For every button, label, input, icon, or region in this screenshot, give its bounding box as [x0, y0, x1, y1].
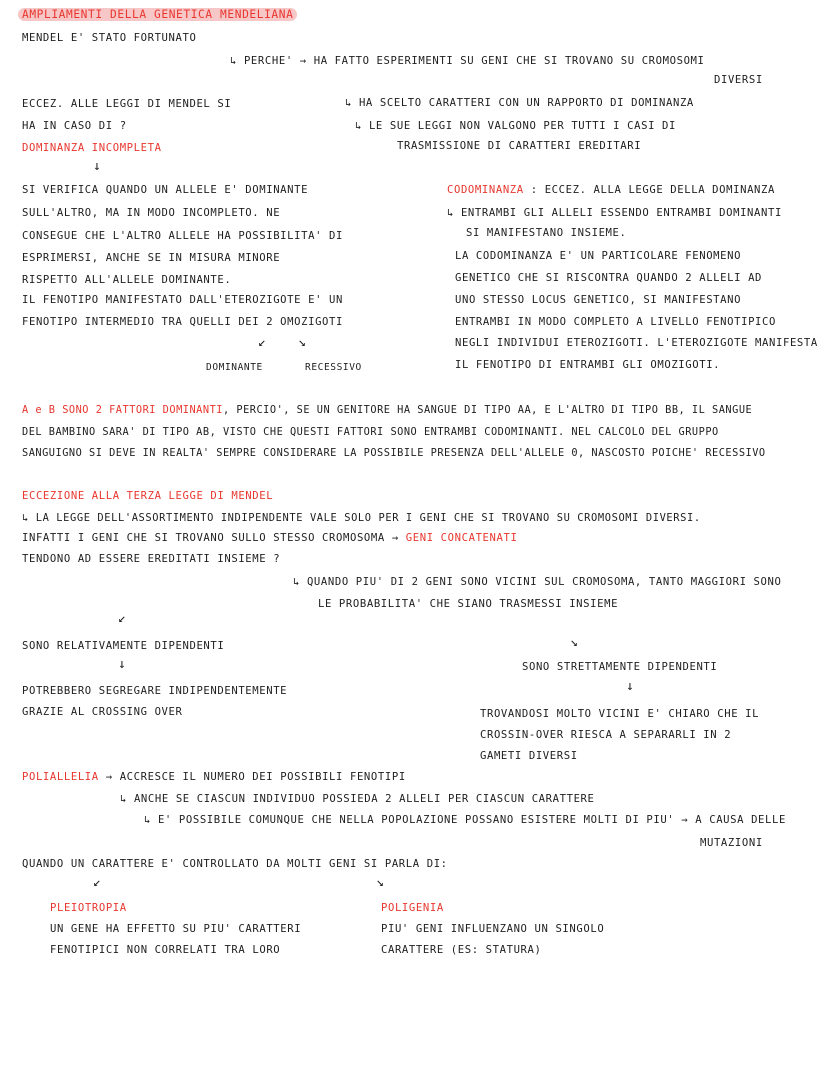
dominanza-line: RISPETTO ALL'ALLELE DOMINANTE. [22, 274, 232, 286]
arrow-down-right-icon: ↘ [570, 635, 578, 650]
ab-highlight: A e B SONO 2 FATTORI DOMINANTI [22, 404, 223, 416]
eccez-line: ECCEZ. ALLE LEGGI DI MENDEL SI [22, 98, 232, 110]
codominanza-heading-rest: : ECCEZ. ALLA LEGGE DELLA DOMINANZA [530, 184, 775, 196]
dominanza-line: SULL'ALTRO, MA IN MODO INCOMPLETO. NE [22, 207, 281, 219]
terza-line: ↳ LA LEGGE DELL'ASSORTIMENTO INDIPENDENTE VALE SOLO PER I GENI CHE SI TROVANO SU CROMOSOMI DIVERSI. [22, 512, 701, 524]
arrow-down-left-icon: ↙ [118, 611, 126, 626]
ab-line: SANGUIGNO SI DEVE IN REALTA' SEMPRE CONSIDERARE LA POSSIBILE PRESENZA DELL'ALLELE 0, NASCOSTO POICHE' RECESSIVO [22, 447, 766, 459]
pleiotropia-line: FENOTIPICI NON CORRELATI TRA LORO [50, 944, 281, 956]
codominanza-line: UNO STESSO LOCUS GENETICO, SI MANIFESTANO [455, 294, 742, 306]
ab-line-rest: , PERCIO', SE UN GENITORE HA SANGUE DI TIPO AA, E L'ALTRO DI TIPO BB, IL SANGUE [222, 404, 753, 416]
intro-perche: ↳ PERCHE' → HA FATTO ESPERIMENTI SU GENI CHE SI TROVANO SU CROMOSOMI [230, 55, 705, 67]
terza-quando: LE PROBABILITA' CHE SIANO TRASMESSI INSIEME [318, 598, 619, 610]
terza-line [22, 532, 517, 545]
intro-diversi: DIVERSI [714, 74, 763, 86]
trovandosi-line: CROSSIN-OVER RIESCA A SEPARARLI IN 2 [480, 729, 732, 741]
arrow-down-right-icon: ↘ [376, 875, 384, 890]
dominanza-line: SI VERIFICA QUANDO UN ALLELE E' DOMINANTE [22, 184, 309, 196]
codominanza-line: LA CODOMINANZA E' UN PARTICOLARE FENOMENO [455, 250, 742, 262]
codominanza-line: GENETICO CHE SI RISCONTRA QUANDO 2 ALLELI AD [455, 272, 763, 284]
codominanza-line: ↳ ENTRAMBI GLI ALLELI ESSENDO ENTRAMBI DOMINANTI [447, 207, 782, 219]
mutazioni: MUTAZIONI [700, 837, 763, 849]
arrow-down-left-icon: ↙ [258, 335, 266, 350]
arrow-down-left-icon: ↙ [93, 875, 101, 890]
dominanza-incompleta-heading: DOMINANZA INCOMPLETA [22, 142, 162, 154]
dominanza-line: IL FENOTIPO MANIFESTATO DALL'ETEROZIGOTE E' UN [22, 294, 343, 306]
codominanza-line: SI MANIFESTANO INSIEME. [466, 227, 627, 239]
recessivo-label: RECESSIVO [305, 362, 362, 373]
poligenia-line: CARATTERE (ES: STATURA) [381, 944, 542, 956]
codominanza-title [447, 184, 775, 197]
geni-line: QUANDO UN CARATTERE E' CONTROLLATO DA MOLTI GENI SI PARLA DI: [22, 858, 448, 870]
intro-line: MENDEL E' STATO FORTUNATO [22, 32, 197, 44]
page-title: AMPLIAMENTI DELLA GENETICA MENDELIANA [18, 8, 297, 21]
pleiotropia-heading: PLEIOTROPIA [50, 902, 127, 914]
codominanza-heading: CODOMINANZA [447, 184, 524, 196]
potrebbero-line: POTREBBERO SEGREGARE INDIPENDENTEMENTE [22, 685, 288, 697]
arrow-down-icon: ↓ [626, 679, 634, 694]
terza-line2: INFATTI I GENI CHE SI TROVANO SULLO STESSO CROMOSOMA → [22, 532, 399, 544]
terza-line: TENDONO AD ESSERE EREDITATI INSIEME ? [22, 553, 281, 565]
poliallelia-heading: POLIALLELIA [22, 771, 99, 783]
geni-concatenati: GENI CONCATENATI [405, 532, 518, 544]
ab-line: DEL BAMBINO SARA' DI TIPO AB, VISTO CHE QUESTI FATTORI SONO ENTRAMBI CODOMINANTI. NEL CALCOLO DEL GRUPPO [22, 426, 719, 438]
poliallelia-line1: → ACCRESCE IL NUMERO DEI POSSIBILI FENOTIPI [105, 771, 406, 783]
ab-line [22, 404, 752, 417]
poligenia-heading: POLIGENIA [381, 902, 444, 914]
poliallelia-line [22, 771, 406, 784]
poligenia-line: PIU' GENI INFLUENZANO UN SINGOLO [381, 923, 605, 935]
arrow-down-right-icon: ↘ [298, 335, 306, 350]
codominanza-line: IL FENOTIPO DI ENTRAMBI GLI OMOZIGOTI. [455, 359, 721, 371]
dominante-label: DOMINANTE [206, 362, 263, 373]
intro-scelto: ↳ HA SCELTO CARATTERI CON UN RAPPORTO DI DOMINANZA [345, 97, 694, 109]
potrebbero-line: GRAZIE AL CROSSING OVER [22, 706, 183, 718]
strettamente-dipendenti: SONO STRETTAMENTE DIPENDENTI [522, 661, 718, 673]
intro-trasmissione: TRASMISSIONE DI CARATTERI EREDITARI [397, 140, 642, 152]
poliallelia-line: ↳ E' POSSIBILE COMUNQUE CHE NELLA POPOLAZIONE POSSANO ESISTERE MOLTI DI PIU' → A CAUSA DELLE [144, 814, 786, 826]
intro-leggi: ↳ LE SUE LEGGI NON VALGONO PER TUTTI I CASI DI [355, 120, 676, 132]
relativamente-dipendenti: SONO RELATIVAMENTE DIPENDENTI [22, 640, 225, 652]
codominanza-line: NEGLI INDIVIDUI ETEROZIGOTI. L'ETEROZIGOTE MANIFESTA [455, 337, 818, 349]
eccez-line: HA IN CASO DI ? [22, 120, 127, 132]
terza-quando: ↳ QUANDO PIU' DI 2 GENI SONO VICINI SUL CROMOSOMA, TANTO MAGGIORI SONO [293, 576, 782, 588]
terza-legge-heading: ECCEZIONE ALLA TERZA LEGGE DI MENDEL [22, 490, 274, 502]
arrow-down-icon: ↓ [93, 159, 101, 174]
codominanza-line: ENTRAMBI IN MODO COMPLETO A LIVELLO FENOTIPICO [455, 316, 776, 328]
dominanza-line: ESPRIMERSI, ANCHE SE IN MISURA MINORE [22, 252, 281, 264]
dominanza-line: CONSEGUE CHE L'ALTRO ALLELE HA POSSIBILITA' DI [22, 230, 343, 242]
pleiotropia-line: UN GENE HA EFFETTO SU PIU' CARATTERI [50, 923, 302, 935]
trovandosi-line: GAMETI DIVERSI [480, 750, 578, 762]
dominanza-line: FENOTIPO INTERMEDIO TRA QUELLI DEI 2 OMOZIGOTI [22, 316, 343, 328]
trovandosi-line: TROVANDOSI MOLTO VICINI E' CHIARO CHE IL [480, 708, 760, 720]
poliallelia-line: ↳ ANCHE SE CIASCUN INDIVIDUO POSSIEDA 2 ALLELI PER CIASCUN CARATTERE [120, 793, 595, 805]
arrow-down-icon: ↓ [118, 657, 126, 672]
